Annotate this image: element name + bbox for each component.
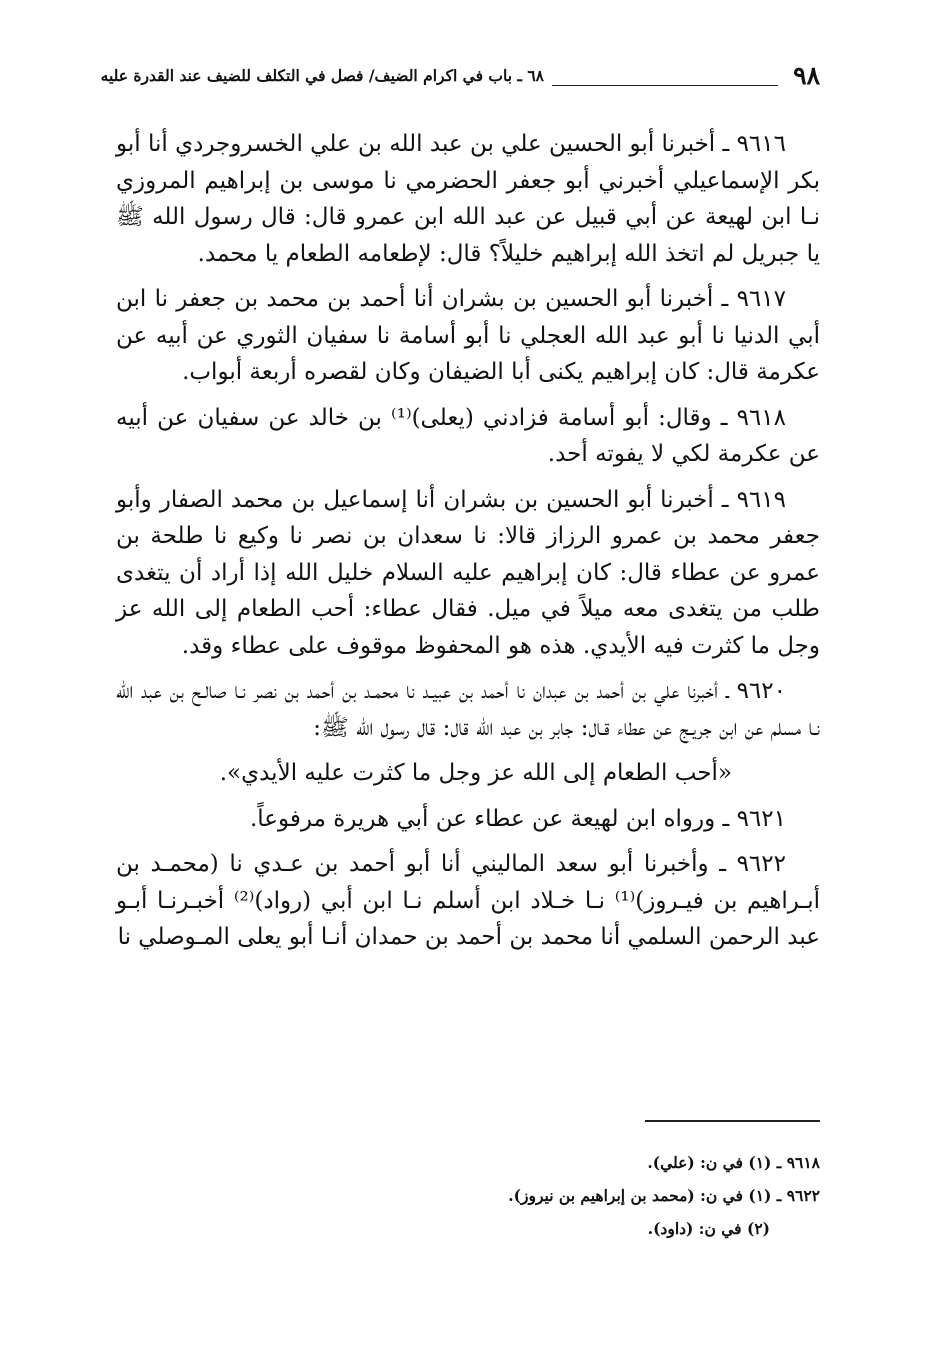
hadith-9620-quote: «أحب الطعام إلى الله عز وجل ما كثرت عليه الأيدي».	[219, 760, 732, 786]
hadith-9621: ٩٦٢١ ـ ورواه ابن لهيعة عن عطاء عن أبي هريرة مرفوعاً.	[249, 805, 786, 832]
hadith-9622: ٩٦٢٢ ـ وأخبرنا أبو سعد الماليني أنا أبو أحمد بن عـدي نا (محمـد بن أبـراهيم بن فيـروز)⁽¹⁾ نـا خـلاد ابن أسلم نـا ابن أبي (رواد)⁽²⁾ أخبـرنـا أبـو عبد الرحمن السلمي أنا محمد بن أحمد بن حمدان أنـا أبو يعلى المـوصلي نا	[116, 851, 820, 950]
hadith-9618: ٩٦١٨ ـ وقال: أبو أسامة فزادني (يعلى)⁽¹⁾ بن خالد عن سفيان عن أبيه عن عكرمة لكي لا يفوته أحد.	[116, 404, 820, 467]
footnote-9622-1: ٩٦٢٢ ـ (١) في ن: (محمد بن إبراهيم بن نيروز).	[508, 1186, 820, 1205]
running-title: ٦٨ ـ باب في اكرام الضيف/ فصل في التكلف للضيف عند القدرة عليه	[100, 66, 544, 85]
footnote-9622-2: (٢) في ن: (داود).	[647, 1219, 770, 1238]
page-header	[100, 58, 820, 98]
footnotes	[116, 1146, 820, 1245]
hadith-9619: ٩٦١٩ ـ أخبرنا أبو الحسين بن بشران أنا إسماعيل بن محمد الصفار وأبو جعفر محمد بن عمرو الرزاز قالا: نا سعدان بن نصر نا وكيع نا طلحة بن عمرو عن عطاء قال: كان إبراهيم عليه السلام خليل الله إذا أراد أن يتغدى طلب من يتغدى معه ميلاً في ميل. فقال عطاء: أحب الطعام إلى الله عز وجل ما كثرت فيه الأيدي. هذه هو المحفوظ موقوف على عطاء وقد.	[116, 486, 820, 659]
main-text	[116, 126, 820, 965]
header-rule	[552, 85, 778, 86]
footnote-9618-1: ٩٦١٨ ـ (١) في ن: (علي).	[647, 1153, 820, 1172]
footnote-rule	[645, 1120, 820, 1122]
hadith-9620: ٩٦٢٠ ـ أخبرنا علي بن أحمد بن عبدان نا أحمد بن عبيـد نا محمـد بن أحمد بن نصر نـا صالـح بن عبد الله نـا مسلم عن ابن جريـج عن عطاء قـال: جابر بن عبد الله قال: قال رسول الله ﷺ:	[116, 678, 820, 741]
hadith-9616: ٩٦١٦ ـ أخبرنا أبو الحسين علي بن عبد الله بن علي الخسروجردي أنا أبو بكر الإسماعيلي أخبرني أبو جعفر الحضرمي نا موسى بن إبراهيم المروزي نـا ابن لهيعة عن أبي قبيل عن عبد الله ابن عمرو قال: قال رسول الله ﷺ يا جبريل لم اتخذ الله إبراهيم خليلاً؟ قال: لإطعامه الطعام يا محمد.	[116, 131, 821, 267]
hadith-9617: ٩٦١٧ ـ أخبرنا أبو الحسين بن بشران أنا أحمد بن محمد بن جعفر نا ابن أبي الدنيا نا أبو عبد الله العجلي نا أبو أسامة نا سفيان الثوري عن أبيه عن عكرمة قال: كان إبراهيم يكنى أبا الضيفان وكان لقصره أربعة أبواب.	[116, 286, 820, 385]
page-number: ٩٨	[793, 61, 820, 90]
